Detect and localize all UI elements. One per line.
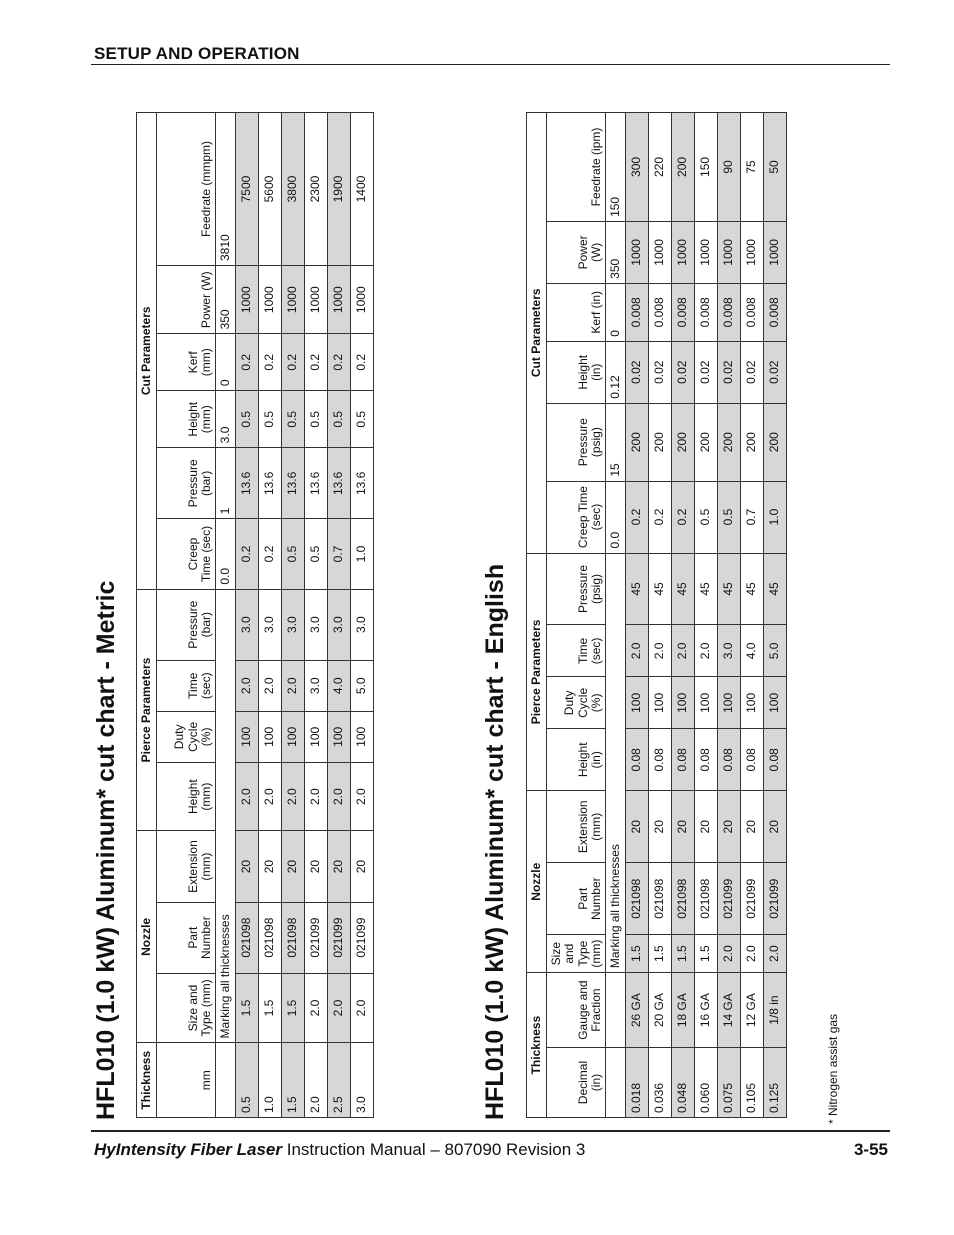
english-title: HFL010 (1.0 kW) Aluminum* cut chart - English	[481, 563, 509, 1120]
english-col-header: Size and Type (mm)	[547, 935, 606, 973]
metric-table-cell: 3.0	[282, 589, 305, 660]
metric-table-cell: 2.0	[259, 660, 282, 711]
english-table-cell: 12 GA	[741, 973, 764, 1048]
english-table-cell: 75	[741, 113, 764, 222]
english-table-cell: 2.0	[718, 935, 741, 973]
english-table-cell: 0.036	[649, 1048, 672, 1118]
english-table-cell: 1.5	[695, 935, 718, 973]
english-table-cell: 4.0	[741, 625, 764, 677]
metric-table-cell: 1000	[236, 266, 259, 334]
metric-table-cell: 3800	[282, 113, 305, 266]
metric-table-cell: 13.6	[236, 448, 259, 519]
metric-marking-value: 3.0	[216, 391, 236, 448]
metric-table-cell: 2.0	[351, 762, 374, 830]
metric-table-cell: 2.0	[259, 762, 282, 830]
english-table-cell: 0.008	[764, 283, 787, 341]
metric-table-cell: 1000	[328, 266, 351, 334]
metric-table-cell: 021098	[236, 902, 259, 973]
metric-table-cell: 0.2	[259, 519, 282, 589]
metric-table-cell: 0.7	[328, 519, 351, 589]
metric-empty-cell	[216, 1043, 236, 1118]
metric-table-cell: 3.0	[305, 660, 328, 711]
metric-table-cell: 0.5	[351, 391, 374, 448]
english-group-nozzle: Nozzle	[527, 791, 547, 973]
english-table-cell: 100	[672, 677, 695, 729]
metric-marking-value: 0.0	[216, 519, 236, 589]
english-cut-chart	[526, 112, 787, 1118]
metric-table-cell: 0.5	[282, 519, 305, 589]
metric-table-cell: 1000	[282, 266, 305, 334]
metric-table-cell: 0.5	[328, 391, 351, 448]
english-table-cell: 0.2	[626, 481, 649, 553]
english-col-header: Time (sec)	[547, 625, 606, 677]
metric-title: HFL010 (1.0 kW) Aluminum* cut chart - Metric	[92, 580, 120, 1120]
english-marking-value: 350	[606, 221, 626, 283]
english-table-row	[764, 113, 787, 1118]
metric-table-cell: 0.5	[305, 519, 328, 589]
metric-table-cell: 20	[259, 831, 282, 902]
english-table-cell: 45	[718, 553, 741, 625]
metric-table-cell: 2.0	[305, 1043, 328, 1118]
english-table-cell: 20	[672, 791, 695, 863]
metric-table-cell: 2.0	[282, 762, 305, 830]
metric-table-cell: 2.0	[305, 973, 328, 1043]
metric-table-cell: 4.0	[328, 660, 351, 711]
english-table-cell: 1.0	[764, 481, 787, 553]
english-table-cell: 0.008	[672, 283, 695, 341]
english-table-row	[672, 113, 695, 1118]
metric-table-cell: 2.0	[236, 762, 259, 830]
english-table-row	[626, 113, 649, 1118]
english-table-cell: 2.0	[741, 935, 764, 973]
english-table-cell: 0.5	[718, 481, 741, 553]
english-table-cell: 3.0	[718, 625, 741, 677]
english-table-cell: 100	[764, 677, 787, 729]
english-table-row	[695, 113, 718, 1118]
english-table-cell: 5.0	[764, 625, 787, 677]
english-empty-cell	[606, 1048, 626, 1118]
english-table-cell: 200	[672, 403, 695, 481]
english-table-cell: 1000	[695, 221, 718, 283]
metric-marking-value: 1	[216, 448, 236, 519]
english-table-cell: 0.5	[695, 481, 718, 553]
english-table-cell: 1.5	[672, 935, 695, 973]
english-table-cell: 2.0	[764, 935, 787, 973]
metric-table-cell: 2.0	[328, 762, 351, 830]
english-table-cell: 0.02	[649, 341, 672, 403]
metric-table-cell: 3.0	[351, 589, 374, 660]
metric-table-cell: 13.6	[351, 448, 374, 519]
english-table-cell: 45	[626, 553, 649, 625]
metric-table-cell: 021098	[259, 902, 282, 973]
metric-table-cell: 1.5	[259, 973, 282, 1043]
english-table-row	[649, 113, 672, 1118]
english-table-cell: 45	[672, 553, 695, 625]
english-table-cell: 200	[672, 113, 695, 222]
metric-table-cell: 0.2	[236, 334, 259, 391]
metric-table-cell: 2.0	[236, 660, 259, 711]
english-col-header: Height (in)	[547, 729, 606, 791]
english-table-cell: 1000	[718, 221, 741, 283]
metric-table-cell: 0.2	[351, 334, 374, 391]
english-table-cell: 100	[649, 677, 672, 729]
metric-table-cell: 20	[282, 831, 305, 902]
metric-col-header: mm	[157, 1043, 216, 1118]
metric-table-row	[328, 113, 351, 1118]
english-table-cell: 100	[695, 677, 718, 729]
english-table-cell: 021098	[672, 863, 695, 935]
english-table-cell: 200	[695, 403, 718, 481]
metric-marking-value: 350	[216, 266, 236, 334]
english-table-cell: 200	[718, 403, 741, 481]
metric-marking-value: 0	[216, 334, 236, 391]
metric-table-cell: 100	[259, 711, 282, 762]
footer-rule	[91, 1130, 890, 1132]
english-table-cell: 021098	[695, 863, 718, 935]
english-marking-value: 0.12	[606, 341, 626, 403]
metric-table-cell: 1.0	[259, 1043, 282, 1118]
footer-brand: HyIntensity Fiber Laser	[94, 1140, 283, 1159]
english-table-wrapper	[526, 112, 808, 1118]
english-table-cell: 2.0	[695, 625, 718, 677]
metric-table-cell: 2.0	[282, 660, 305, 711]
english-group-thickness: Thickness	[527, 973, 547, 1118]
english-table-cell: 1.5	[626, 935, 649, 973]
english-table-cell: 0.08	[672, 729, 695, 791]
english-table-cell: 20	[626, 791, 649, 863]
english-table-cell: 220	[649, 113, 672, 222]
english-table-cell: 0.08	[741, 729, 764, 791]
metric-table-cell: 0.2	[328, 334, 351, 391]
metric-table-cell: 3.0	[236, 589, 259, 660]
metric-table-cell: 13.6	[328, 448, 351, 519]
english-table-cell: 200	[626, 403, 649, 481]
english-table-cell: 0.060	[695, 1048, 718, 1118]
english-table-cell: 200	[649, 403, 672, 481]
english-table-cell: 0.048	[672, 1048, 695, 1118]
english-col-header: Extension (mm)	[547, 791, 606, 863]
metric-col-header: Feedrate (mmpm)	[157, 113, 216, 266]
metric-table-cell: 3.0	[305, 589, 328, 660]
english-table-cell: 0.008	[649, 283, 672, 341]
metric-col-header: Height (mm)	[157, 762, 216, 830]
metric-table-cell: 5.0	[351, 660, 374, 711]
english-table-cell: 45	[764, 553, 787, 625]
metric-table-cell: 021098	[282, 902, 305, 973]
english-table-cell: 2.0	[672, 625, 695, 677]
metric-table-cell: 021099	[351, 902, 374, 973]
metric-table-cell: 7500	[236, 113, 259, 266]
metric-table-cell: 100	[236, 711, 259, 762]
english-table-cell: 021099	[741, 863, 764, 935]
metric-table-cell: 20	[351, 831, 374, 902]
english-col-header: Decimal (in)	[547, 1048, 606, 1118]
english-table-cell: 20	[718, 791, 741, 863]
metric-table-cell: 0.5	[236, 391, 259, 448]
english-table-cell: 0.105	[741, 1048, 764, 1118]
metric-table-row	[259, 113, 282, 1118]
english-table-cell: 0.08	[626, 729, 649, 791]
english-table-cell: 0.08	[718, 729, 741, 791]
metric-table-cell: 2.0	[305, 762, 328, 830]
metric-col-header: Kerf (mm)	[157, 334, 216, 391]
english-table-cell: 50	[764, 113, 787, 222]
english-table-cell: 0.2	[649, 481, 672, 553]
english-table-row	[718, 113, 741, 1118]
metric-table-cell: 13.6	[282, 448, 305, 519]
english-table-cell: 300	[626, 113, 649, 222]
english-col-header: Part Number	[547, 863, 606, 935]
metric-table-cell: 3.0	[351, 1043, 374, 1118]
metric-table-cell: 0.2	[259, 334, 282, 391]
english-table-cell: 150	[695, 113, 718, 222]
english-marking-value: 0.0	[606, 481, 626, 553]
metric-table-cell: 100	[328, 711, 351, 762]
english-col-header: Kerf (in)	[547, 283, 606, 341]
metric-table-cell: 20	[328, 831, 351, 902]
metric-marking-value: 3810	[216, 113, 236, 266]
metric-table-cell: 0.2	[236, 519, 259, 589]
english-table-cell: 0.008	[718, 283, 741, 341]
english-table-cell: 100	[741, 677, 764, 729]
metric-table-wrapper	[136, 112, 378, 1118]
metric-col-header: Creep Time (sec)	[157, 519, 216, 589]
metric-table-cell: 3.0	[259, 589, 282, 660]
metric-table-cell: 100	[351, 711, 374, 762]
english-table-cell: 2.0	[649, 625, 672, 677]
metric-col-header: Part Number	[157, 902, 216, 973]
english-marking-value: 0	[606, 283, 626, 341]
metric-table-cell: 100	[282, 711, 305, 762]
english-table-cell: 0.02	[672, 341, 695, 403]
metric-table-cell: 0.5	[282, 391, 305, 448]
english-table-cell: 0.02	[764, 341, 787, 403]
metric-col-header: Duty Cycle (%)	[157, 711, 216, 762]
metric-table-row	[305, 113, 328, 1118]
english-table-cell: 1000	[626, 221, 649, 283]
metric-col-header: Extension (mm)	[157, 831, 216, 902]
metric-table-cell: 13.6	[259, 448, 282, 519]
nitrogen-note: * Nitrogen assist gas	[826, 1013, 840, 1124]
header-rule	[91, 64, 890, 65]
page-number: 3-55	[853, 1140, 888, 1159]
english-table-cell: 0.008	[695, 283, 718, 341]
metric-table-cell: 2.5	[328, 1043, 351, 1118]
english-table-cell: 0.02	[741, 341, 764, 403]
metric-table-cell: 2.0	[351, 973, 374, 1043]
metric-table-cell: 0.2	[282, 334, 305, 391]
metric-table-cell: 20	[305, 831, 328, 902]
english-table-cell: 200	[764, 403, 787, 481]
metric-group-pierce: Pierce Parameters	[137, 589, 157, 831]
metric-table-cell: 20	[236, 831, 259, 902]
metric-table-cell: 1.5	[282, 1043, 305, 1118]
english-table-cell: 021098	[626, 863, 649, 935]
footer-text	[94, 1140, 585, 1160]
metric-cut-chart	[136, 112, 374, 1118]
english-col-header: Height (in)	[547, 341, 606, 403]
english-marking-row	[606, 113, 626, 1118]
english-table-cell: 1000	[672, 221, 695, 283]
metric-table-row	[351, 113, 374, 1118]
metric-table-cell: 1.5	[236, 973, 259, 1043]
english-table-cell: 021099	[718, 863, 741, 935]
english-table-cell: 100	[718, 677, 741, 729]
metric-col-header: Time (sec)	[157, 660, 216, 711]
english-table-cell: 1000	[649, 221, 672, 283]
metric-col-header: Size and Type (mm)	[157, 973, 216, 1043]
english-table-cell: 0.02	[695, 341, 718, 403]
metric-table-row	[282, 113, 305, 1118]
metric-col-header: Pressure (bar)	[157, 589, 216, 660]
english-table-cell: 0.075	[718, 1048, 741, 1118]
metric-table-cell: 3.0	[328, 589, 351, 660]
english-table-cell: 200	[741, 403, 764, 481]
english-table-cell: 45	[649, 553, 672, 625]
metric-col-header: Height (mm)	[157, 391, 216, 448]
metric-table-cell: 5600	[259, 113, 282, 266]
english-table-cell: 0.125	[764, 1048, 787, 1118]
metric-group-thickness: Thickness	[137, 1043, 157, 1118]
english-table-cell: 90	[718, 113, 741, 222]
english-table-cell: 20	[764, 791, 787, 863]
english-col-header: Pressure (psig)	[547, 553, 606, 625]
english-table-cell: 0.018	[626, 1048, 649, 1118]
english-table-cell: 2.0	[626, 625, 649, 677]
english-table-cell: 1.5	[649, 935, 672, 973]
section-header: SETUP AND OPERATION	[94, 44, 300, 63]
english-table-row	[741, 113, 764, 1118]
metric-table-cell: 1.5	[282, 973, 305, 1043]
english-col-header: Pressure (psig)	[547, 403, 606, 481]
footer-manual: Instruction Manual – 807090 Revision 3	[282, 1140, 586, 1159]
english-table-cell: 20	[695, 791, 718, 863]
english-table-cell: 0.008	[626, 283, 649, 341]
english-table-cell: 16 GA	[695, 973, 718, 1048]
metric-table-cell: 1000	[305, 266, 328, 334]
metric-table-cell: 0.5	[259, 391, 282, 448]
metric-table-cell: 1400	[351, 113, 374, 266]
metric-group-nozzle: Nozzle	[137, 831, 157, 1043]
english-table-cell: 0.08	[695, 729, 718, 791]
english-table-cell: 0.02	[626, 341, 649, 403]
english-marking-value: 15	[606, 403, 626, 481]
metric-table-cell: 1.0	[351, 519, 374, 589]
english-table-cell: 0.008	[741, 283, 764, 341]
metric-table-cell: 0.5	[305, 391, 328, 448]
english-table-cell: 14 GA	[718, 973, 741, 1048]
english-table-cell: 45	[695, 553, 718, 625]
english-table-cell: 20	[741, 791, 764, 863]
english-marking-value: 150	[606, 113, 626, 222]
english-table-cell: 26 GA	[626, 973, 649, 1048]
metric-table-cell: 100	[305, 711, 328, 762]
english-col-header: Creep Time (sec)	[547, 481, 606, 553]
english-table-cell: 20 GA	[649, 973, 672, 1048]
english-table-cell: 45	[741, 553, 764, 625]
english-empty-cell	[606, 973, 626, 1048]
metric-col-header: Power (W)	[157, 266, 216, 334]
english-col-header: Gauge and Fraction	[547, 973, 606, 1048]
english-table-cell: 0.2	[672, 481, 695, 553]
metric-table-cell: 0.2	[305, 334, 328, 391]
metric-col-header: Pressure (bar)	[157, 448, 216, 519]
english-table-cell: 021098	[649, 863, 672, 935]
metric-table-cell: 0.5	[236, 1043, 259, 1118]
metric-marking-row	[216, 113, 236, 1118]
english-group-pierce: Pierce Parameters	[527, 553, 547, 791]
metric-table-cell: 1000	[351, 266, 374, 334]
metric-table-cell: 13.6	[305, 448, 328, 519]
english-table-cell: 0.02	[718, 341, 741, 403]
english-col-header: Feedrate (ipm)	[547, 113, 606, 222]
metric-table-cell: 021099	[328, 902, 351, 973]
english-table-cell: 20	[649, 791, 672, 863]
english-col-header: Power (W)	[547, 221, 606, 283]
metric-table-row	[236, 113, 259, 1118]
english-table-cell: 0.7	[741, 481, 764, 553]
metric-table-cell: 2.0	[328, 973, 351, 1043]
english-table-cell: 0.08	[764, 729, 787, 791]
metric-table-cell: 1000	[259, 266, 282, 334]
english-col-header: Duty Cycle (%)	[547, 677, 606, 729]
english-table-cell: 021099	[764, 863, 787, 935]
metric-marking-label: Marking all thicknesses	[216, 589, 236, 1043]
english-table-cell: 100	[626, 677, 649, 729]
english-table-cell: 1000	[741, 221, 764, 283]
metric-table-cell: 1900	[328, 113, 351, 266]
english-table-cell: 1000	[764, 221, 787, 283]
english-table-cell: 1/8 in	[764, 973, 787, 1048]
english-group-cut: Cut Parameters	[527, 113, 547, 554]
metric-table-cell: 021099	[305, 902, 328, 973]
english-table-cell: 0.08	[649, 729, 672, 791]
english-table-cell: 18 GA	[672, 973, 695, 1048]
metric-table-cell: 2300	[305, 113, 328, 266]
metric-group-cut: Cut Parameters	[137, 113, 157, 590]
english-marking-label: Marking all thicknesses	[606, 553, 626, 973]
